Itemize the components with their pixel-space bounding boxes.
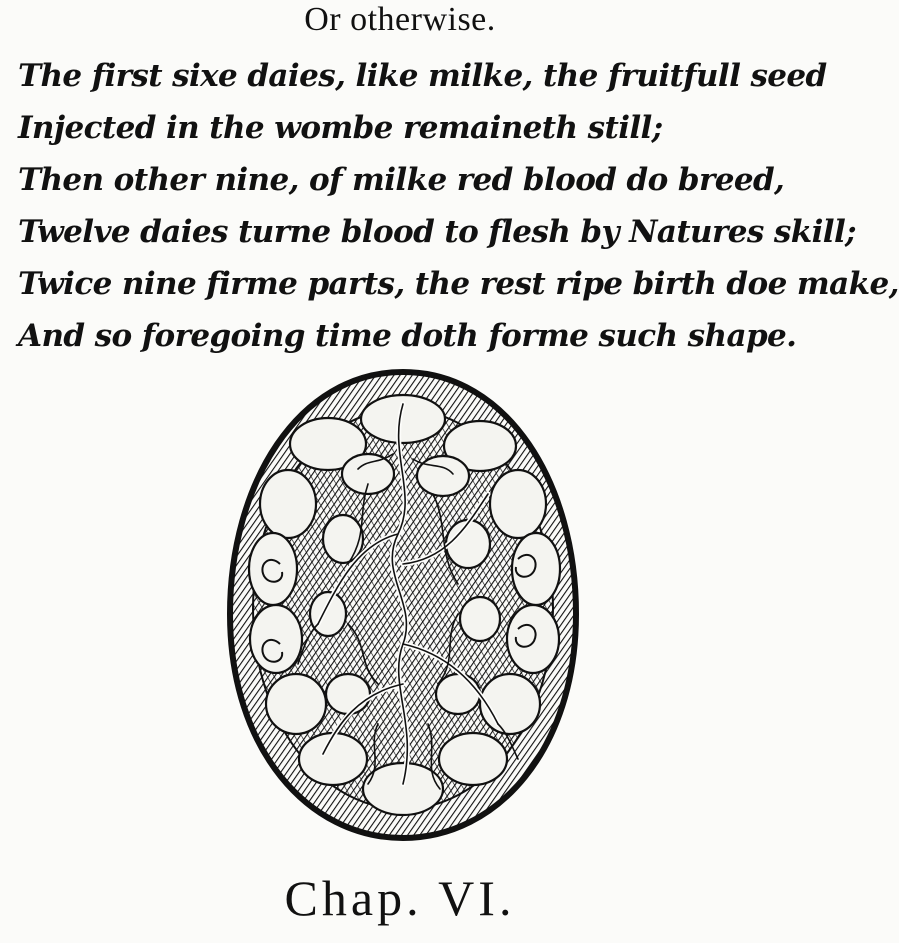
chapter-heading: Chap. VI. xyxy=(284,870,516,926)
womb-woodcut-illustration xyxy=(218,364,588,844)
verse-line: Twelve daies turne blood to flesh by Natures skill; xyxy=(18,214,856,250)
verse xyxy=(18,50,899,362)
section-heading: Or otherwise. xyxy=(304,1,496,38)
verse-line: Then other nine, of milke red blood do breed, xyxy=(18,162,785,198)
verse-line: And so foregoing time doth forme such shape. xyxy=(18,318,797,354)
verse-line: The first sixe daies, like milke, the fruitfull seed xyxy=(18,58,827,94)
verse-line: Injected in the wombe remaineth still; xyxy=(18,110,663,146)
verse-line: Twice nine firme parts, the rest ripe birth doe make, xyxy=(18,266,899,302)
